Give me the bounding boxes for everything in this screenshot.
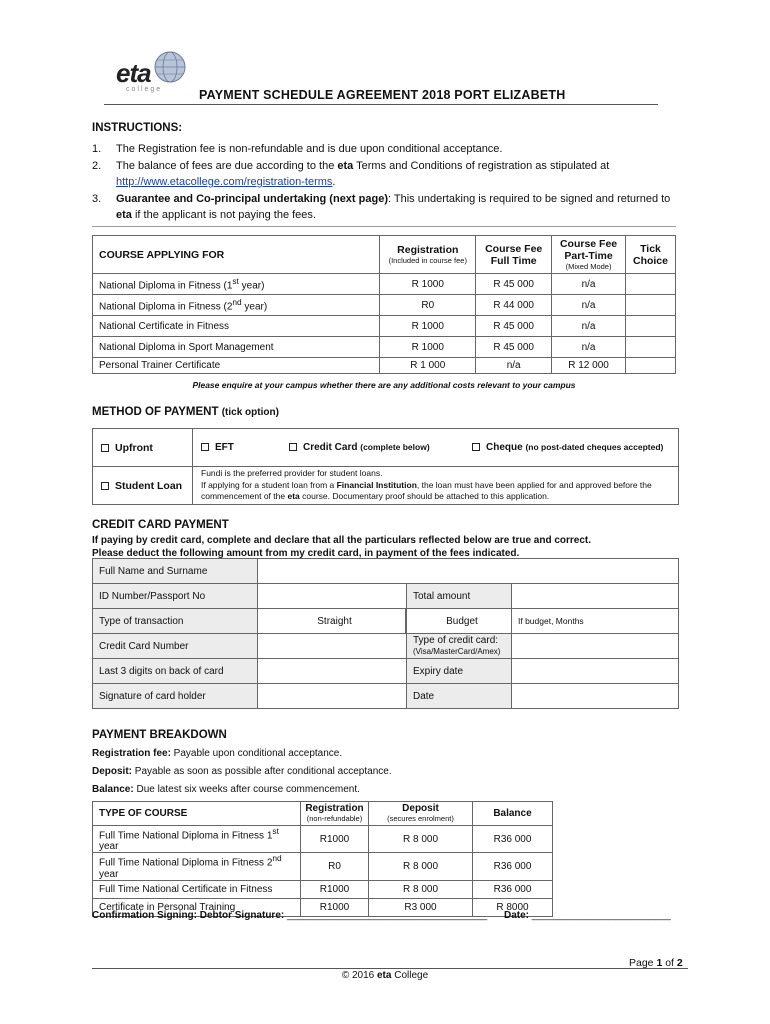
page-number: Page 1 of 2: [629, 957, 683, 969]
table-row: National Certificate in Fitness R 1000 R 45 000 n/a: [93, 316, 676, 337]
credit-card-heading: CREDIT CARD PAYMENT: [92, 519, 229, 531]
last3-label: Last 3 digits on back of card: [93, 659, 258, 684]
copyright: © 2016 eta College: [341, 970, 429, 981]
transaction-type-label: Type of transaction: [93, 609, 258, 634]
globe-icon: [153, 50, 187, 84]
course-table: [92, 235, 676, 374]
payment-method-table: [92, 428, 679, 505]
total-amount-field[interactable]: [512, 584, 679, 609]
budget-months-label: If budget, Months: [512, 609, 679, 634]
checkbox-icon[interactable]: [101, 482, 109, 490]
instructions-heading: INSTRUCTIONS:: [92, 122, 183, 134]
tick-header: Tick Choice: [626, 236, 676, 274]
card-number-label: Credit Card Number: [93, 634, 258, 659]
checkbox-icon[interactable]: [472, 443, 480, 451]
straight-option[interactable]: Straight: [258, 609, 406, 634]
credit-card-option[interactable]: Credit Card (complete below): [289, 442, 472, 453]
breakdown-heading: PAYMENT BREAKDOWN: [92, 729, 227, 741]
table-row: National Diploma in Fitness (2nd year) R0 R 44 000 n/a: [93, 295, 676, 316]
method-heading: METHOD OF PAYMENT (tick option): [92, 406, 279, 418]
date-label: Date: [407, 684, 512, 709]
full-name-label: Full Name and Surname: [93, 559, 258, 584]
table-row: Personal Trainer Certificate R 1 000 n/a R 12 000: [93, 358, 676, 374]
instruction-item: 2. The balance of fees are due according to the eta Terms and Conditions of registration as stipulated at http://www.etacollege.com/registration-terms.: [92, 159, 610, 188]
checkbox-icon[interactable]: [289, 443, 297, 451]
credit-card-intro: If paying by credit card, complete and declare that all the particulars reflected below are true and correct. Please deduct the following amount from my credit card, in payment of the fees indicated.: [92, 535, 592, 559]
student-loan-info: Fundi is the preferred provider for student loans. If applying for a student loan from a Financial Institution, the loan must have been applied for and approved before the commencement of the eta course. Documentary proof should be attached to this application.: [193, 467, 679, 505]
tick-cell[interactable]: [626, 337, 676, 358]
table-row: Certificate in Personal Training R1000 R3 000 R 8000: [93, 898, 553, 916]
table-row: Full Time National Diploma in Fitness 1st year R1000 R 8 000 R36 000: [93, 826, 553, 853]
table-row: National Diploma in Sport Management R 1000 R 45 000 n/a: [93, 337, 676, 358]
expiry-field[interactable]: [512, 659, 679, 684]
logo-wordmark: eta: [116, 58, 151, 88]
card-type-label: Type of credit card: (Visa/MasterCard/Amex): [407, 634, 512, 659]
table-row: National Diploma in Fitness (1st year) R 1000 R 45 000 n/a: [93, 274, 676, 295]
instructions-list: [92, 141, 682, 224]
tick-cell[interactable]: [626, 274, 676, 295]
title-divider: [104, 104, 658, 105]
full-time-header: Course Fee Full Time: [476, 236, 552, 274]
card-type-field[interactable]: [512, 634, 679, 659]
balance-header: Balance: [473, 802, 553, 826]
logo-subtitle: college: [126, 86, 163, 93]
eft-option[interactable]: EFT: [201, 442, 289, 453]
credit-card-form: [92, 558, 679, 709]
footer-divider: [92, 968, 688, 969]
cheque-option[interactable]: Cheque (no post-dated cheques accepted): [472, 442, 663, 453]
card-number-field[interactable]: [258, 634, 407, 659]
tick-cell[interactable]: [626, 358, 676, 374]
table-row: Full Time National Diploma in Fitness 2nd year R0 R 8 000 R36 000: [93, 853, 553, 880]
part-time-header: Course Fee Part-Time (Mixed Mode): [552, 236, 626, 274]
signature-label: Signature of card holder: [93, 684, 258, 709]
full-name-field[interactable]: [258, 559, 679, 584]
tick-cell[interactable]: [626, 316, 676, 337]
course-header: COURSE APPLYING FOR: [93, 236, 380, 274]
total-amount-label: Total amount: [407, 584, 512, 609]
page-title: PAYMENT SCHEDULE AGREEMENT 2018 PORT ELIZABETH: [199, 88, 566, 102]
debtor-signature-line[interactable]: Confirmation Signing: Debtor Signature: ____________________________________ Date: _________________________: [92, 910, 671, 921]
signature-field[interactable]: [258, 684, 407, 709]
deposit-header: Deposit (secures enrolment): [369, 802, 473, 826]
date-field[interactable]: [512, 684, 679, 709]
checkbox-icon[interactable]: [201, 443, 209, 451]
id-number-label: ID Number/Passport No: [93, 584, 258, 609]
checkbox-icon[interactable]: [101, 444, 109, 452]
expiry-label: Expiry date: [407, 659, 512, 684]
last3-field[interactable]: [258, 659, 407, 684]
breakdown-table: [92, 801, 553, 917]
instruction-item: 1. The Registration fee is non-refundable and is due upon conditional acceptance.: [92, 143, 503, 155]
breakdown-terms: Registration fee: Payable upon conditional acceptance. Deposit: Payable as soon as possible after conditional acceptance. Balance: Due latest six weeks after course commencement.: [92, 748, 392, 795]
registration-terms-link[interactable]: http://www.etacollege.com/registration-terms: [116, 176, 333, 188]
budget-option[interactable]: Budget: [407, 609, 512, 634]
type-header: TYPE OF COURSE: [93, 802, 301, 826]
upfront-option[interactable]: Upfront: [93, 429, 193, 467]
registration-header: Registration (Included in course fee): [380, 236, 476, 274]
table-row: Full Time National Certificate in Fitness R1000 R 8 000 R36 000: [93, 880, 553, 898]
section-divider: [92, 226, 676, 227]
registration-header: Registration (non-refundable): [301, 802, 369, 826]
tick-cell[interactable]: [626, 295, 676, 316]
eta-logo: [108, 50, 188, 100]
campus-note: Please enquire at your campus whether there are any additional costs relevant to your campus: [192, 380, 576, 390]
instruction-item: 3. Guarantee and Co-principal undertaking (next page): This undertaking is required to be signed and returned to eta if the applicant is not paying the fees.: [92, 192, 671, 221]
id-number-field[interactable]: [258, 584, 407, 609]
student-loan-option[interactable]: Student Loan: [93, 467, 193, 505]
